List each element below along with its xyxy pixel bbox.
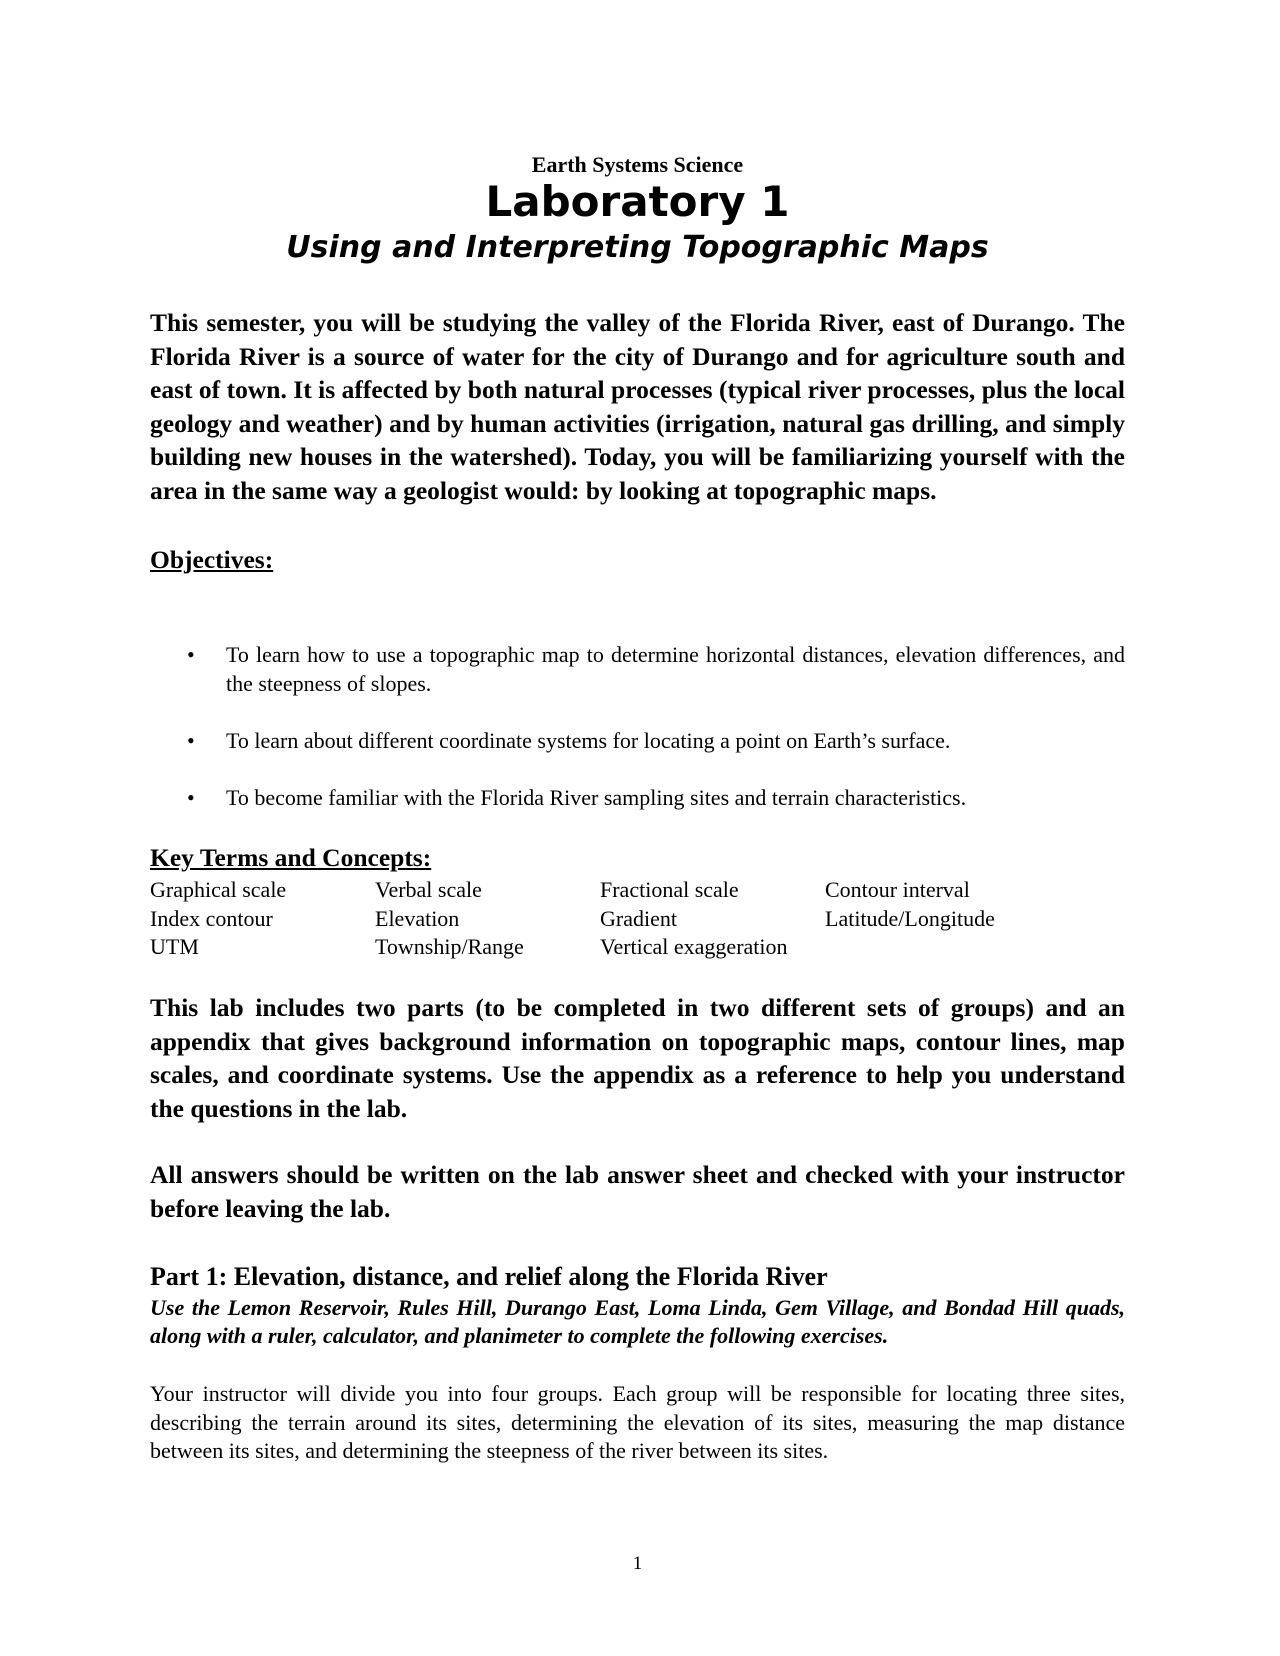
key-term: Index contour — [150, 905, 273, 931]
list-item — [150, 783, 1125, 812]
list-item — [150, 640, 1125, 698]
lab-title: Laboratory 1 — [485, 177, 790, 226]
part1-instructions: Use the Lemon Reservoir, Rules Hill, Durango East, Loma Linda, Gem Village, and Bondad Hill quads, along with a ruler, calculator, and planimeter to complete the following exercises. — [150, 1295, 1125, 1348]
key-term: Contour interval — [825, 877, 970, 902]
part1-heading: Part 1: Elevation, distance, and relief along the Florida River — [150, 1262, 828, 1291]
bullet-icon: • — [187, 785, 195, 810]
lab-parts-paragraph: This lab includes two parts (to be completed in two different sets of groups) and an appendix that gives background information on topographic maps, contour lines, map scales, and coordinate systems. Use the appendix as a reference to help you understand the questions in the lab. — [150, 993, 1125, 1123]
lab-subtitle: Using and Interpreting Topographic Maps — [286, 230, 989, 265]
list-item — [150, 726, 1125, 755]
objective-text: To become familiar with the Florida River sampling sites and terrain characteristics. — [226, 785, 967, 810]
key-term: Graphical scale — [150, 877, 287, 902]
document-page — [150, 0, 1125, 1656]
key-terms-heading: Key Terms and Concepts: — [150, 843, 432, 872]
bullet-icon: • — [187, 642, 195, 667]
key-term: Latitude/Longitude — [825, 905, 995, 931]
key-terms-grid — [150, 876, 1125, 962]
key-term: Vertical exaggeration — [600, 934, 788, 959]
objective-text: To learn how to use a topographic map to determine horizontal distances, elevation differences, and the steepness of slopes. — [226, 642, 1125, 696]
key-term — [825, 933, 1125, 962]
key-term: Verbal scale — [375, 877, 482, 902]
objectives-list — [150, 640, 1125, 840]
objectives-heading: Objectives: — [150, 545, 274, 574]
key-term: Gradient — [600, 905, 677, 931]
page-number: 1 — [632, 1553, 643, 1574]
objective-text: To learn about different coordinate systems for locating a point on Earth’s surface. — [226, 728, 951, 753]
bullet-icon: • — [187, 728, 195, 753]
key-term: Township/Range — [375, 934, 524, 959]
part1-body: Your instructor will divide you into four groups. Each group will be responsible for locating three sites, describing the terrain around its sites, determining the elevation of its sites, measuring the map distance between its sites, and determining the steepness of the river between its sites. — [150, 1381, 1125, 1463]
course-title: Earth Systems Science — [531, 152, 744, 177]
key-term: Fractional scale — [600, 877, 739, 902]
key-term: UTM — [150, 934, 199, 959]
intro-paragraph: This semester, you will be studying the valley of the Florida River, east of Durango. The Florida River is a source of water for the city of Durango and for agriculture south and east of town. It is affected by both natural processes (typical river processes, plus the local geology and weather) and by human activities (irrigation, natural gas drilling, and simply building new houses in the watershed). Today, you will be familiarizing yourself with the area in the same way a geologist would: by looking at topographic maps. — [150, 308, 1125, 505]
answers-paragraph: All answers should be written on the lab answer sheet and checked with your instructor before leaving the lab. — [150, 1160, 1125, 1223]
key-term: Elevation — [375, 905, 460, 931]
